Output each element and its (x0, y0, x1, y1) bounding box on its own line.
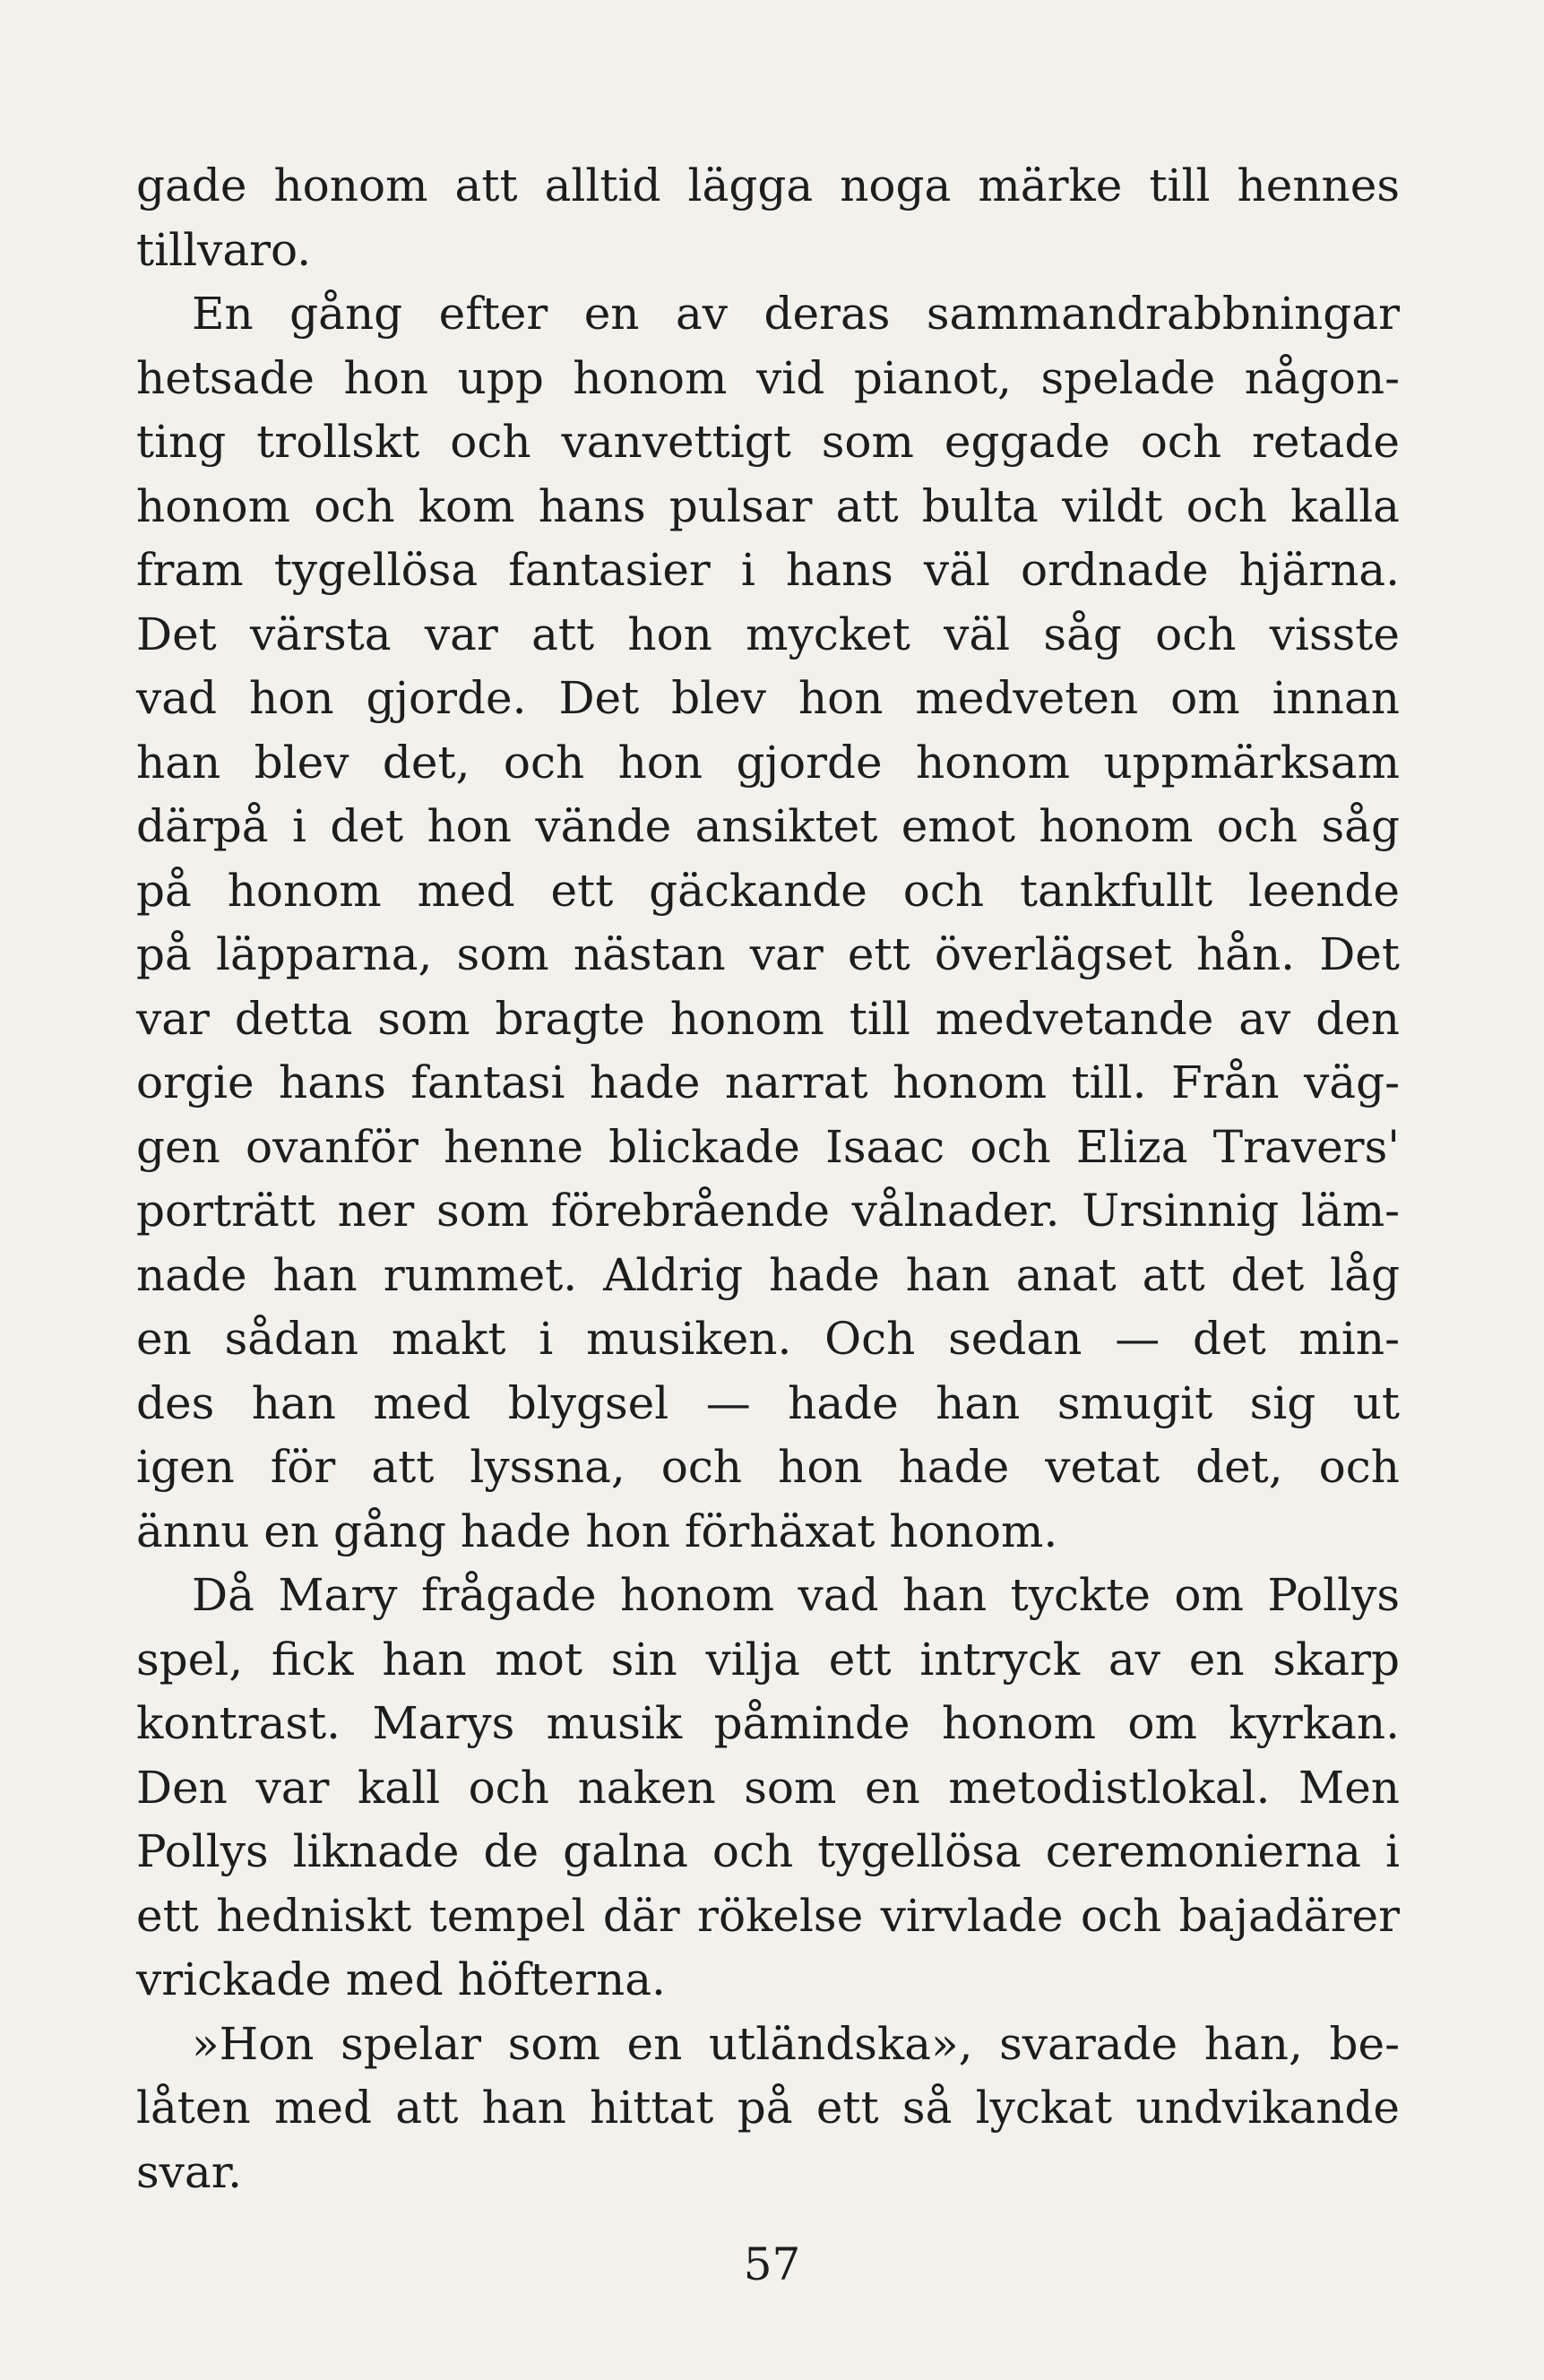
text-line: ting trollskt och vanvettigt som eggade och retade (136, 416, 1400, 468)
text-line: på honom med ett gäckande och tankfullt leende (136, 864, 1400, 917)
text-line: ännu en gång hade hon förhäxat honom. (136, 1505, 1058, 1557)
text-line: nade han rummet. Aldrig hade han anat att det låg (136, 1248, 1400, 1301)
text-line: »Hon spelar som en utländska», svarade han, be- (192, 2017, 1400, 2070)
text-line: en sådan makt i musiken. Och sedan — det min- (136, 1313, 1400, 1365)
page-number: 57 (743, 2238, 801, 2290)
text-line: Då Mary frågade honom vad han tyckte om Pollys (192, 1569, 1400, 1621)
text-line: gade honom att alltid lägga noga märke till hennes (136, 160, 1400, 211)
text-line: låten med att han hittat på ett så lyckat undvikande (136, 2082, 1400, 2134)
text-line: Det värsta var att hon mycket väl såg och visste (136, 608, 1400, 660)
text-line: gen ovanför henne blickade Isaac och Eliza Travers' (136, 1120, 1400, 1173)
body-text (136, 154, 1400, 2204)
text-line: fram tygellösa fantasier i hans väl ordnade hjärna. (136, 544, 1400, 596)
text-line: därpå i det hon vände ansiktet emot honom och såg (136, 800, 1400, 852)
text-line: vad hon gjorde. Det blev hon medveten om innan (136, 672, 1400, 724)
text-line: han blev det, och hon gjorde honom uppmärksam (136, 736, 1400, 789)
text-line: spel, fick han mot sin vilja ett intryck av en skarp (136, 1633, 1400, 1686)
text-line: ett hedniskt tempel där rökelse virvlade och bajadärer (136, 1889, 1400, 1942)
text-line: var detta som bragte honom till medvetande av den (136, 992, 1400, 1045)
text-line: vrickade med höfterna. (136, 1953, 666, 2005)
text-line: Den var kall och naken som en metodistlokal. Men (136, 1761, 1400, 1814)
text-line: på läpparna, som nästan var ett överlägset hån. Det (136, 928, 1400, 980)
text-line: kontrast. Marys musik påminde honom om kyrkan. (136, 1697, 1400, 1749)
text-line: hetsade hon upp honom vid pianot, spelade någon- (136, 351, 1400, 404)
text-line: des han med blygsel — hade han smugit sig ut (136, 1376, 1400, 1429)
text-line: En gång efter en av deras sammandrabbningar (192, 288, 1400, 340)
text-line: honom och kom hans pulsar att bulta vildt och kalla (136, 479, 1400, 532)
text-line: igen för att lyssna, och hon hade vetat det, och (136, 1441, 1400, 1493)
text-line: svar. (136, 2145, 243, 2198)
text-line: Pollys liknade de galna och tygellösa ceremonierna i (136, 1825, 1400, 1877)
text-line: orgie hans fantasi hade narrat honom till. Från väg- (136, 1056, 1400, 1108)
text-line: porträtt ner som förebrående vålnader. Ursinnig läm- (136, 1185, 1400, 1237)
text-line: tillvaro. (136, 223, 312, 276)
